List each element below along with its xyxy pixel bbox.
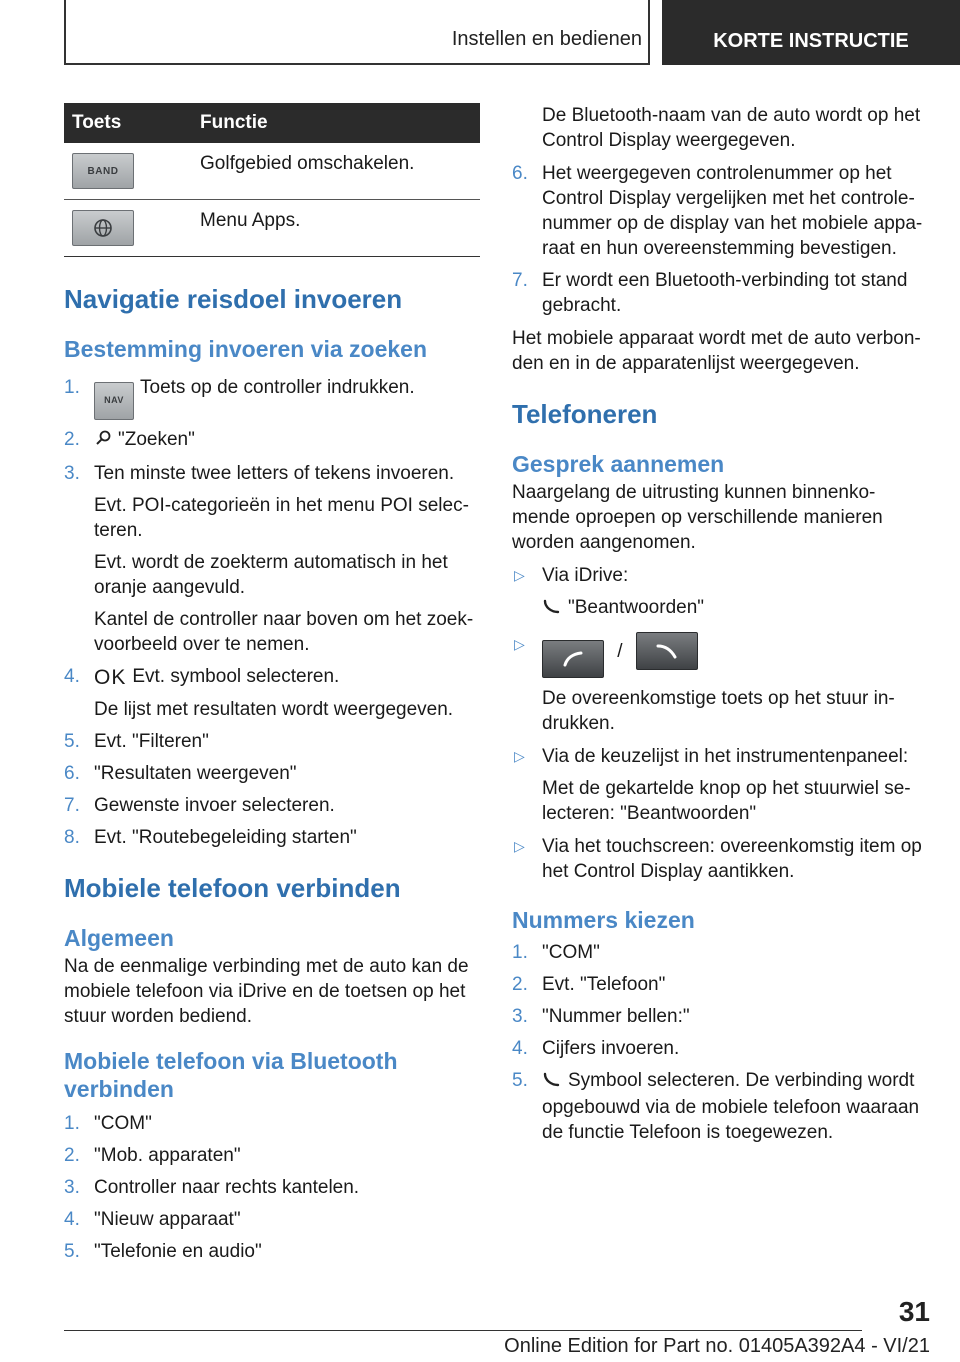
list-item: 6. Het weergegeven controlenummer op het Control Display vergelijken met het controle-nummer op de display van het mobiele appa-raat en hun overeenstemming bevestigen. <box>512 163 923 259</box>
search-icon <box>94 429 112 454</box>
nav-subsection-title: Bestemming invoeren via zoeken <box>64 336 428 362</box>
table-header-function: Functie <box>200 103 480 143</box>
answer-intro-text: Naargelang de uitrusting kunnen binnenko-mende oproepen op verschillende manieren worden aangenomen. <box>512 482 883 553</box>
triangle-bullet-icon: ▷ <box>514 748 525 764</box>
ok-icon: OK <box>94 665 127 689</box>
table-cell-function: Golfgebied omschakelen. <box>200 143 480 200</box>
list-item: 1. NAVToets op de controller indrukken. <box>64 375 480 420</box>
bluetooth-subsection-title: Mobiele telefoon via Bluetooth verbinden <box>64 1047 398 1102</box>
header-rule-right <box>648 0 650 64</box>
answer-options-list <box>512 563 932 884</box>
list-item: 5. "Telefonie en audio" <box>64 1240 262 1262</box>
phone-section-title: Mobiele telefoon verbinden <box>64 872 401 903</box>
list-item: 4. Cijfers invoeren. <box>512 1038 680 1059</box>
list-item: 2. "Mob. apparaten" <box>64 1144 241 1166</box>
triangle-bullet-icon: ▷ <box>514 838 525 854</box>
phone-pickup-icon <box>560 649 586 669</box>
header-chapter-tab[interactable]: KORTE INSTRUCTIE <box>662 0 960 65</box>
band-button-image: BAND <box>72 153 134 189</box>
list-item: 5. Symbool selecteren. De verbinding wordt opgebouwd via de mobiele telefoon waaraan de functie Telefoon is toegewezen. <box>512 1070 920 1143</box>
list-item: 2. Evt. "Telefoon" <box>512 974 666 995</box>
list-item: ▷ Via iDrive: "Beantwoorden" <box>512 563 932 622</box>
bluetooth-steps-list-continued <box>512 161 932 318</box>
table-row <box>64 143 480 200</box>
page-number: 31 <box>898 1296 930 1327</box>
footer-edition-text: Online Edition for Part no. 01405A392A4 - VI/21 <box>504 1335 930 1357</box>
list-item: ▷ Via de keuzelijst in het instrumentenpaneel: Met de gekartelde knop op het stuurwiel se-lecteren: "Beantwoorden" <box>514 746 911 824</box>
bluetooth-result-text: Het mobiele apparaat wordt met de auto verbon-den en in de apparatenlijst weergegeven. <box>512 328 921 374</box>
list-item: ▷ Via het touchscreen: overeenkomstig item op het Control Display aantikken. <box>514 836 922 882</box>
nav-steps-list <box>64 375 480 850</box>
table-header-key: Toets <box>64 103 200 143</box>
header-rule-left <box>64 0 66 64</box>
nav-section-title: Navigatie reisdoel invoeren <box>64 284 403 314</box>
calling-section-title: Telefoneren <box>512 399 658 429</box>
general-subsection-title: Algemeen <box>64 924 174 951</box>
header-rule-bottom <box>64 63 650 65</box>
left-column <box>64 103 480 1264</box>
list-item: ▷ / De overeenkomstige toets op het stuur in-drukken. <box>512 632 932 736</box>
apps-button-image <box>72 210 134 246</box>
list-item: 7. Er wordt een Bluetooth-verbinding tot stand gebracht. <box>512 270 908 316</box>
steering-call-button-image <box>636 632 698 670</box>
footer-rule <box>64 1330 862 1331</box>
header-section-title: Instellen en bedienen <box>451 28 642 50</box>
list-item: 8. Evt. "Routebegeleiding starten" <box>64 826 357 848</box>
steering-answer-button-image <box>542 640 604 678</box>
dial-subsection-title: Nummers kiezen <box>512 907 695 933</box>
list-item: 1. "COM" <box>512 942 600 963</box>
phone-hook-icon <box>654 641 680 661</box>
answer-subsection-title: Gesprek aannemen <box>512 451 725 477</box>
nav-button-image: NAV <box>94 382 134 420</box>
list-item: 5. Evt. "Filteren" <box>64 730 209 752</box>
bluetooth-continued-text: De Bluetooth-naam van de auto wordt op het Control Display weergegeven. <box>542 105 921 151</box>
list-item: 2. "Zoeken" <box>64 427 480 454</box>
triangle-bullet-icon: ▷ <box>514 636 525 652</box>
list-item: 7. Gewenste invoer selecteren. <box>64 794 335 816</box>
list-item: 3. "Nummer bellen:" <box>512 1006 690 1027</box>
general-text: Na de eenmalige verbinding met de auto kan de mobiele telefoon via iDrive en de toetsen op het stuur worden bediend. <box>64 955 469 1027</box>
list-item: 1. "COM" <box>64 1112 152 1134</box>
list-item: 4. "Nieuw apparaat" <box>64 1208 241 1230</box>
right-column <box>512 103 932 1145</box>
list-item: 4. OK Evt. symbool selecteren. De lijst met resultaten wordt weergegeven. <box>64 665 454 720</box>
globe-icon <box>93 218 113 238</box>
table-cell-function: Menu Apps. <box>200 200 480 257</box>
bluetooth-steps-list <box>64 1111 480 1264</box>
triangle-bullet-icon: ▷ <box>514 567 525 583</box>
list-item: 3. Ten minste twee letters of tekens invoeren. Evt. POI-categorieën in het menu POI selec-teren. Evt. wordt de zoekterm automatisch in het oranje aangevuld. Kantel de controller naar boven om het zoek-voorbeeld over te nemen. <box>64 462 474 655</box>
list-item: 3. Controller naar rechts kantelen. <box>64 1176 360 1198</box>
phone-answer-icon <box>542 597 562 622</box>
dial-steps-list <box>512 940 932 1145</box>
list-item: 6. "Resultaten weergeven" <box>64 762 297 784</box>
table-row <box>64 200 480 257</box>
phone-icon <box>542 1070 562 1095</box>
key-function-table <box>64 103 480 257</box>
